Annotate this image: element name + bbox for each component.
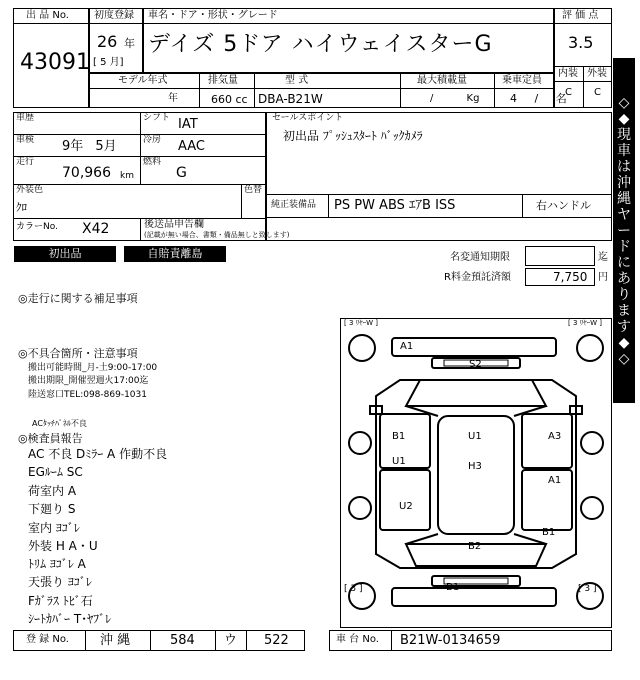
side-note-char: ◆ xyxy=(618,334,630,351)
notice-label: 名変通知期限 xyxy=(450,252,510,263)
year-unit: 年 xyxy=(124,37,135,50)
mileage-value: 70,966 xyxy=(62,165,111,181)
side-note-char: に xyxy=(617,254,631,271)
vehicle-name: デイズ 5ドア ハイウェイスターG xyxy=(148,32,493,57)
corner-br: [ 3 ] xyxy=(578,584,597,594)
report-line: EGﾙｰﾑ SC xyxy=(28,465,83,479)
side-note-char: は xyxy=(617,158,631,175)
notice-box xyxy=(525,246,595,266)
mark-b2: B2 xyxy=(468,541,482,552)
report-line: ｼｰﾄｶﾊﾞｰ T･ﾔﾌﾞﾚ xyxy=(28,612,112,626)
inspection-label: 車検 xyxy=(16,135,35,145)
type-label: 型 式 xyxy=(285,75,309,86)
side-note-char: ◇ xyxy=(618,94,630,111)
side-note-char: ま xyxy=(617,302,631,319)
land-office: 陸送窓口TEL:098-869-1031 xyxy=(28,390,147,400)
displacement-value: 660 cc xyxy=(211,93,248,106)
capacity-value: 4 / 名 xyxy=(510,92,567,105)
model-year-value: 年 xyxy=(168,93,178,104)
pickup-hours: 搬出可能時間_月-土9:00-17:00 xyxy=(28,363,158,373)
defect-heading: ◎不具合箇所・注意事項 xyxy=(18,347,138,360)
type-value: DBA-B21W xyxy=(258,92,323,106)
ac-panel-note: ACﾀｯﾁﾊﾟﾈﾙ不良 xyxy=(32,419,87,428)
self-responsibility-badge: 自賠責離島 xyxy=(124,246,226,262)
report-line: 荷室内 A xyxy=(28,484,77,498)
mileage-label: 走行 xyxy=(16,157,35,167)
report-line: AC 不良 Dﾐﾗｰ A 作動不良 xyxy=(28,447,168,461)
side-note-char: 沖 xyxy=(617,174,631,191)
color-no-label: カラーNo. xyxy=(16,222,58,232)
mark-b1-bottom: B1 xyxy=(446,582,460,593)
chassis-value: B21W-0134659 xyxy=(400,633,501,648)
report-line: Fｶﾞﾗｽ ﾄﾋﾞ石 xyxy=(28,594,93,608)
displacement-label: 排気量 xyxy=(208,75,238,86)
ac-label: 冷房 xyxy=(143,135,162,145)
fee-label: R料金預託済額 xyxy=(444,272,511,283)
report-line: 室内 ﾖｺﾞﾚ xyxy=(28,521,80,535)
interior-label: 内装 xyxy=(558,68,578,79)
mark-b1-right: B1 xyxy=(542,527,556,538)
ext-color-value: ｸﾛ xyxy=(16,201,27,214)
max-load-label: 最大積載量 xyxy=(417,75,467,86)
side-note-char: 現 xyxy=(617,126,631,143)
report-line: ﾄﾘﾑ ﾖｺﾞﾚ A xyxy=(28,557,86,571)
capacity-label: 乗車定員 xyxy=(502,75,542,86)
side-note-char: ヤ xyxy=(617,206,631,223)
report-line: 下廻り S xyxy=(28,502,76,516)
side-note-char: す xyxy=(617,318,631,335)
equipment-value: PS PW ABS ｴｱB ISS xyxy=(334,198,456,213)
fuel-value: G xyxy=(176,165,187,181)
history-label: 車歴 xyxy=(16,113,35,123)
side-note xyxy=(613,58,635,403)
shift-label: シフト xyxy=(143,113,171,123)
side-note-char: ド xyxy=(617,238,631,255)
after-docs-label: 後送品申告欄 xyxy=(144,219,204,230)
lot-label: 出 品 No. xyxy=(26,10,69,21)
mark-u2: U2 xyxy=(399,501,413,512)
equipment-label: 純正装備品 xyxy=(271,200,317,210)
grade-label: 評 価 点 xyxy=(562,10,599,21)
model-year-label: モデル年式 xyxy=(118,75,168,86)
reg-kana: ウ xyxy=(224,633,238,648)
notice-unit: 迄 xyxy=(598,252,608,263)
vehicle-label: 車名・ドア・形状・グレード xyxy=(148,10,278,21)
corner-tl: [ 3 ﾘﾔｰW ] xyxy=(344,319,379,327)
exterior-label: 外装 xyxy=(587,68,607,79)
chassis-label: 車 台 No. xyxy=(336,634,379,645)
corner-tr: [ 3 ﾘﾔｰW ] xyxy=(568,319,603,327)
reg-number: 522 xyxy=(264,633,289,648)
pickup-deadline: 搬出期限_開催翌週火17:00迄 xyxy=(28,376,149,386)
mark-a1-right: A1 xyxy=(548,475,562,486)
fuel-label: 燃料 xyxy=(143,157,162,167)
grade-value: 3.5 xyxy=(568,33,594,52)
mark-a3: A3 xyxy=(548,431,562,442)
sales-point-label: セールスポイント xyxy=(272,113,344,123)
inspection-value: 9年 5月 xyxy=(62,139,117,154)
side-note-char: あ xyxy=(617,270,631,287)
corner-bl: [ 3 ] xyxy=(344,584,363,594)
reg-label: 登 録 No. xyxy=(26,634,69,645)
mark-u1-left: U1 xyxy=(392,456,406,467)
first-reg-label: 初度登録 xyxy=(94,10,134,21)
report-line: 外装 H A・U xyxy=(28,539,98,553)
mark-u1-center: U1 xyxy=(468,431,482,442)
mark-h3: H3 xyxy=(468,461,482,472)
mark-b1-left: B1 xyxy=(392,431,406,442)
shift-value: IAT xyxy=(178,117,198,132)
side-note-char: ー xyxy=(617,222,631,239)
ext-color-label: 外装色 xyxy=(16,185,44,195)
first-listing-badge: 初出品 xyxy=(14,246,116,262)
handle-value: 右ハンドル xyxy=(536,199,591,212)
after-docs-note: (記載が無い場合、書類・備品無しと致します) xyxy=(144,231,290,239)
side-note-char: ◇ xyxy=(618,350,630,367)
interior-value: C xyxy=(565,87,572,98)
lot-number: 43091 xyxy=(20,50,90,75)
side-note-char: り xyxy=(617,286,631,303)
inspector-heading: ◎検査員報告 xyxy=(18,432,83,445)
color-change-label: 色替 xyxy=(244,185,263,195)
side-note-char: 車 xyxy=(617,142,631,159)
color-no-value: X42 xyxy=(82,221,110,237)
mark-s2: S2 xyxy=(469,359,482,370)
exterior-value: C xyxy=(594,87,601,98)
first-reg-month: [ 5 月] xyxy=(93,57,124,68)
fee-unit: 円 xyxy=(598,272,608,283)
mark-a1-top: A1 xyxy=(400,341,414,352)
report-line: 天張り ﾖｺﾞﾚ xyxy=(28,575,92,589)
ac-value: AAC xyxy=(178,139,205,154)
max-load-value: / Kg xyxy=(430,93,480,104)
reg-region: 沖 縄 xyxy=(100,633,131,648)
first-reg-year: 26 xyxy=(97,32,118,51)
mileage-unit: km xyxy=(120,171,134,181)
driving-heading: ◎走行に関する補足事項 xyxy=(18,292,138,305)
side-note-char: 縄 xyxy=(617,190,631,207)
reg-class: 584 xyxy=(170,633,195,648)
sales-point-value: 初出品 ﾌﾟｯｼｭｽﾀｰﾄ ﾊﾞｯｸｶﾒﾗ xyxy=(283,129,423,143)
fee-value: 7,750 xyxy=(553,270,588,284)
side-note-char: ◆ xyxy=(618,110,630,127)
